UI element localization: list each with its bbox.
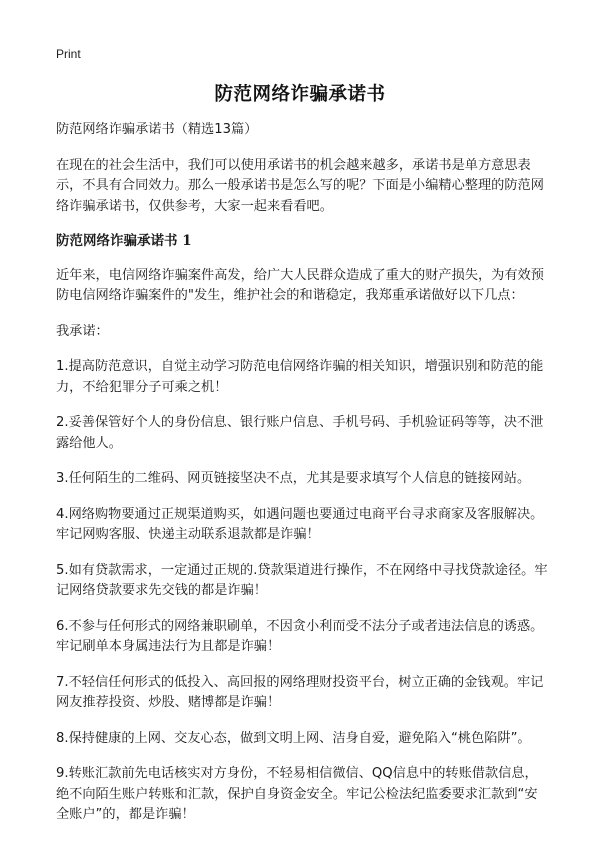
section-heading: 防范网络诈骗承诺书 1 [56, 233, 192, 249]
pledge-item: 3.任何陌生的二维码、网页链接坚决不点，尤其是要求填写个人信息的链接网站。 [56, 471, 531, 486]
pledge-item: 9.转账汇款前先电话核实对方身份，不轻易相信微信、QQ信息中的转账借款信息，绝不向陌生账户转账和汇款，保护自身资金安全。牢记公检法纪监委要求汇款到“安全账户”的，都是诈骗！ [56, 766, 538, 822]
pledge-list [56, 357, 550, 826]
section-intro-paragraph: 近年来，电信网络诈骗案件高发，给广大人民群众造成了重大的财产损失，为有效预防电信网络诈骗案件的"发生，维护社会的和谐稳定，我郑重承诺做好以下几点： [56, 267, 544, 303]
pledge-item: 4.网络购物要通过正规渠道购买，如遇问题也要通过电商平台寻求商家及客服解决。牢记网购客服、快递主动联系退款都是诈骗！ [56, 506, 544, 542]
intro-paragraph: 在现在的社会生活中，我们可以使用承诺书的机会越来越多，承诺书是单方意思表示，不具有合同效力。那么一般承诺书是怎么写的呢？下面是小编精心整理的防范网络诈骗承诺书，仅供参考，大家一起来看看吧。 [56, 157, 544, 214]
pledge-item: 6.不参与任何形式的网络兼职刷单，不因贪小利而受不法分子或者违法信息的诱惑。牢记刷单本身属违法行为且都是诈骗！ [56, 618, 544, 654]
pledge-item: 7.不轻信任何形式的低投入、高回报的网络理财投资平台，树立正确的金钱观。牢记网友推荐投资、炒股、赌博都是诈骗！ [56, 674, 544, 710]
pledge-item: 5.如有贷款需求，一定通过正规的.贷款渠道进行操作，不在网络中寻找贷款途径。牢记网络贷款要求先交钱的都是诈骗！ [56, 562, 548, 598]
pledge-lead: 我承诺： [56, 323, 109, 339]
pledge-item: 2.妥善保管好个人的身份信息、银行账户信息、手机号码、手机验证码等等，决不泄露给他人。 [56, 415, 544, 451]
print-link[interactable]: Print [56, 47, 81, 61]
pledge-item: 1.提高防范意识，自觉主动学习防范电信网络诈骗的相关知识，增强识别和防范的能力，不给犯罪分子可乘之机！ [56, 359, 544, 395]
document-body [56, 120, 550, 841]
document-title: 防范网络诈骗承诺书 [214, 84, 386, 105]
pledge-item: 8.保持健康的上网、交友心态，做到文明上网、洁身自爱，避免陷入“桃色陷阱”。 [56, 730, 531, 746]
document-subtitle: 防范网络诈骗承诺书（精选13篇） [56, 122, 258, 137]
